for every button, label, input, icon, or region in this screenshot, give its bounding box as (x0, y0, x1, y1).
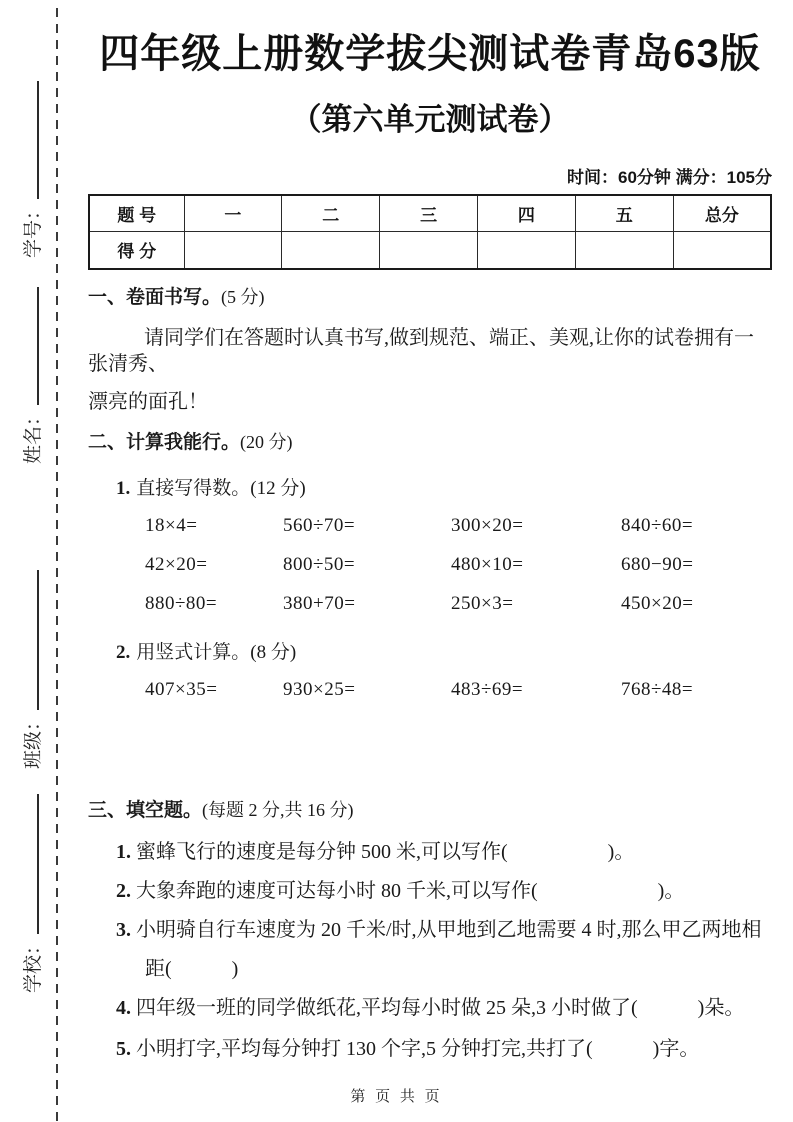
direct-calc-number: 1. (116, 477, 131, 499)
section-one-title: 一、卷面书写。 (88, 287, 222, 308)
section-two-title: 二、计算我能行。 (88, 431, 241, 453)
item-text: 蜜蜂飞行的速度是每分钟 500 米,可以写作( )。 (136, 841, 635, 864)
item-text: 距( ) (145, 958, 239, 981)
score-table-col-4: 四 (477, 195, 575, 231)
equation-row (145, 515, 772, 537)
name-label: 姓名： (23, 406, 44, 464)
score-cell[interactable] (575, 231, 673, 269)
equation-row (145, 593, 772, 615)
item-number: 5. (116, 1038, 131, 1061)
equation: 930×25= (283, 678, 356, 700)
section-two-points: (20 分) (240, 431, 293, 452)
fill-blank-item (116, 878, 772, 904)
class-label: 班级： (23, 711, 44, 769)
exam-meta: 时间：60分钟 满分：105分 (567, 168, 772, 187)
item-number: 3. (116, 919, 131, 942)
fill-blank-item (116, 1036, 772, 1062)
section-two-heading (88, 431, 772, 455)
student-id-label: 学号： (23, 200, 44, 258)
item-text: 大象奔跑的速度可达每小时 80 千米,可以写作( )。 (136, 880, 685, 903)
score-table-col-total: 总分 (673, 195, 771, 231)
fill-blank-item-continuation (145, 956, 772, 982)
equation-row (145, 679, 772, 701)
score-table-header-row (89, 195, 771, 231)
direct-calc-subheading (116, 473, 772, 500)
equation: 407×35= (145, 678, 218, 700)
fill-blank-item (116, 917, 772, 943)
name-field (18, 278, 48, 464)
vertical-calc-subheading (116, 637, 772, 664)
score-cell[interactable] (477, 231, 575, 269)
score-cell-total[interactable] (673, 231, 771, 269)
score-table-col-3: 三 (380, 195, 478, 231)
school-label: 学校： (23, 935, 44, 993)
section-one-points: (5 分) (221, 287, 265, 307)
score-table-col-1: 一 (184, 195, 282, 231)
item-text: 小明打字,平均每分钟打 130 个字,5 分钟打完,共打了( )字。 (136, 1038, 700, 1061)
item-text: 小明骑自行车速度为 20 千米/时,从甲地到乙地需要 4 时,那么甲乙两地相 (136, 919, 762, 942)
equation-row (145, 554, 772, 576)
class-field (18, 563, 48, 769)
equation: 800÷50= (283, 553, 356, 575)
page-footer: 第 页 共 页 (350, 1089, 443, 1105)
equation: 560÷70= (283, 514, 356, 536)
section-three-points: (每题 2 分,共 16 分) (202, 799, 354, 820)
school-blank-line[interactable] (35, 794, 39, 934)
section-three-heading (88, 799, 772, 823)
vertical-calc-title: 用竖式计算。(8 分) (136, 641, 297, 663)
student-id-blank-line[interactable] (35, 81, 39, 199)
name-blank-line[interactable] (35, 287, 39, 405)
score-cell[interactable] (184, 231, 282, 269)
sealing-dashed-line (56, 8, 58, 1122)
equation: 42×20= (145, 553, 208, 575)
class-blank-line[interactable] (35, 570, 39, 710)
school-field (18, 787, 48, 993)
item-number: 4. (116, 997, 131, 1020)
equation: 300×20= (451, 514, 524, 536)
section-three-title: 三、填空题。 (88, 799, 203, 821)
score-table-col-5: 五 (575, 195, 673, 231)
item-number: 2. (116, 880, 131, 903)
fill-blank-item (116, 839, 772, 865)
score-cell[interactable] (282, 231, 380, 269)
student-id-field (18, 72, 48, 258)
score-table-score-row (89, 231, 771, 269)
equation: 18×4= (145, 514, 198, 536)
score-row-label: 得 分 (89, 231, 184, 269)
item-text: 四年级一班的同学做纸花,平均每小时做 25 朵,3 小时做了( )朵。 (136, 997, 745, 1020)
item-number: 1. (116, 841, 131, 864)
section-one-heading (88, 286, 772, 310)
score-cell[interactable] (380, 231, 478, 269)
equation: 483÷69= (451, 678, 524, 700)
vertical-calc-number: 2. (116, 641, 131, 663)
score-table-header-label: 题 号 (89, 195, 184, 231)
instruction-line-1: 请同学们在答题时认真书写,做到规范、端正、美观,让你的试卷拥有一张清秀、 (88, 326, 754, 375)
equation: 768÷48= (621, 678, 694, 700)
score-table (88, 194, 772, 270)
page-title: 四年级上册数学拔尖测试卷青岛63版 (99, 32, 761, 76)
fill-blank-item (116, 995, 772, 1021)
content-column (88, 0, 772, 1062)
score-table-col-2: 二 (282, 195, 380, 231)
equation: 380+70= (283, 592, 356, 614)
equation: 250×3= (451, 592, 514, 614)
equation: 680−90= (621, 553, 694, 575)
equation: 450×20= (621, 592, 694, 614)
equation: 880÷80= (145, 592, 218, 614)
equation: 840÷60= (621, 514, 694, 536)
page-subtitle: （第六单元测试卷） (290, 102, 570, 137)
instruction-line-2: 漂亮的面孔！ (88, 390, 208, 413)
equation: 480×10= (451, 553, 524, 575)
direct-calc-title: 直接写得数。(12 分) (136, 477, 306, 499)
